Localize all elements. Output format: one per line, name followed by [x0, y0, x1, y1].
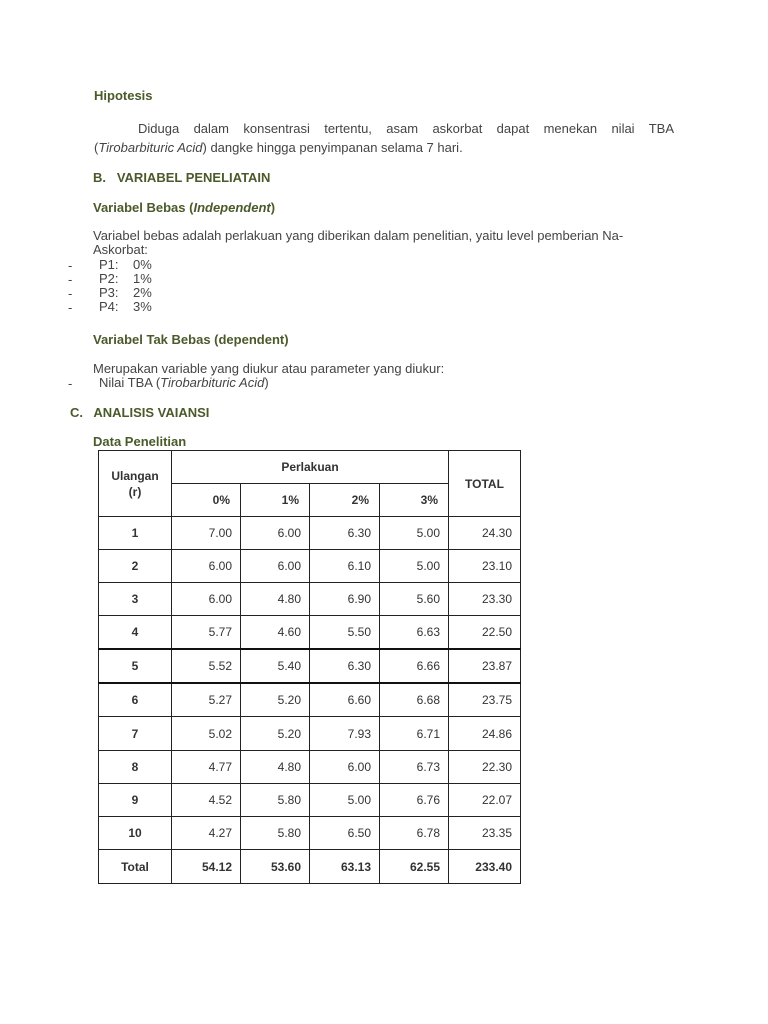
table-cell: 6.30 — [310, 649, 380, 683]
bullet-dash: - — [68, 300, 73, 315]
bebas-heading-italic: Independent — [193, 200, 271, 215]
row-label: 8 — [99, 751, 172, 784]
table-cell: 6.71 — [380, 717, 449, 751]
header-treatment: 2% — [310, 484, 380, 517]
table-row — [99, 550, 521, 583]
header-treatment: 3% — [380, 484, 449, 517]
table-cell: 5.00 — [380, 550, 449, 583]
table-cell: 5.00 — [380, 517, 449, 550]
table-total-row — [99, 850, 521, 884]
table-cell: 4.80 — [241, 583, 310, 616]
variabel-bebas-heading — [93, 200, 275, 215]
row-label: 2 — [99, 550, 172, 583]
row-label: 5 — [99, 649, 172, 683]
row-total: 23.10 — [449, 550, 521, 583]
row-total: 23.30 — [449, 583, 521, 616]
table-row — [99, 751, 521, 784]
tak-bebas-item — [68, 376, 468, 390]
table-row — [99, 717, 521, 751]
hipotesis-heading: Hipotesis — [94, 88, 153, 103]
table-cell: 5.20 — [241, 717, 310, 751]
table-cell: 4.52 — [172, 784, 241, 817]
total-cell: 53.60 — [241, 850, 310, 884]
total-row-label: Total — [99, 850, 172, 884]
bullet-dash: - — [68, 258, 73, 273]
table-cell: 7.93 — [310, 717, 380, 751]
level-code: P3: — [99, 285, 119, 300]
row-label: 10 — [99, 817, 172, 850]
table-cell: 4.27 — [172, 817, 241, 850]
table-cell: 6.00 — [310, 751, 380, 784]
table-cell: 6.00 — [172, 583, 241, 616]
table-cell: 5.80 — [241, 817, 310, 850]
bebas-text-line-2: Askorbat: — [93, 242, 148, 257]
header-treatment: 0% — [172, 484, 241, 517]
table-cell: 5.20 — [241, 683, 310, 717]
table-cell: 6.50 — [310, 817, 380, 850]
row-total: 24.30 — [449, 517, 521, 550]
table-cell: 5.40 — [241, 649, 310, 683]
table-row — [99, 784, 521, 817]
table-cell: 6.76 — [380, 784, 449, 817]
table-cell: 5.80 — [241, 784, 310, 817]
table-cell: 5.60 — [380, 583, 449, 616]
bebas-text-line-1: Variabel bebas adalah perlakuan yang diberikan dalam penelitian, yaitu level pemberian Na- — [93, 228, 624, 243]
header-total: TOTAL — [449, 451, 521, 517]
table-cell: 6.00 — [172, 550, 241, 583]
row-label: 3 — [99, 583, 172, 616]
row-label: 6 — [99, 683, 172, 717]
tba-italic: Tirobarbituric Acid — [98, 140, 203, 155]
paren-open: ( — [94, 140, 99, 155]
grand-total: 233.40 — [449, 850, 521, 884]
table-row — [99, 517, 521, 550]
row-label: 4 — [99, 616, 172, 650]
table-cell: 5.52 — [172, 649, 241, 683]
tak-bebas-item-pre: Nilai TBA ( — [99, 375, 161, 390]
table-cell: 6.73 — [380, 751, 449, 784]
level-code: P4: — [99, 299, 119, 314]
table-cell: 5.77 — [172, 616, 241, 650]
bebas-heading-pre: Variabel Bebas ( — [93, 200, 194, 215]
hipotesis-line-2-rest: ) dangke hingga penyimpanan selama 7 hari. — [202, 140, 463, 155]
table-cell: 5.50 — [310, 616, 380, 650]
hipotesis-line-2 — [94, 141, 463, 155]
level-value: 3% — [133, 299, 152, 314]
header-perlakuan: Perlakuan — [172, 451, 449, 484]
total-cell: 62.55 — [380, 850, 449, 884]
table-cell: 4.80 — [241, 751, 310, 784]
bullet-dash: - — [68, 272, 73, 287]
table-cell: 6.30 — [310, 517, 380, 550]
total-cell: 63.13 — [310, 850, 380, 884]
table-cell: 6.60 — [310, 683, 380, 717]
table-row — [99, 683, 521, 717]
table-row — [99, 583, 521, 616]
table-cell: 5.00 — [310, 784, 380, 817]
table-cell: 4.60 — [241, 616, 310, 650]
row-total: 22.30 — [449, 751, 521, 784]
row-total: 22.07 — [449, 784, 521, 817]
table-cell: 6.00 — [241, 550, 310, 583]
table-cell: 5.02 — [172, 717, 241, 751]
table-header-row — [99, 451, 521, 484]
level-value: 0% — [133, 257, 152, 272]
table-cell: 6.68 — [380, 683, 449, 717]
data-table — [98, 450, 521, 884]
bebas-heading-post: ) — [270, 200, 276, 215]
table-cell: 6.00 — [241, 517, 310, 550]
table-row — [99, 616, 521, 650]
table-row — [99, 649, 521, 683]
level-value: 2% — [133, 285, 152, 300]
data-penelitian-heading: Data Penelitian — [93, 434, 187, 449]
table-cell: 4.77 — [172, 751, 241, 784]
hipotesis-line-1: Diduga dalam konsentrasi tertentu, asam askorbat dapat menekan nilai TBA — [138, 121, 674, 136]
table-cell: 6.10 — [310, 550, 380, 583]
header-ulangan: Ulangan (r) — [99, 451, 172, 517]
table-cell: 7.00 — [172, 517, 241, 550]
row-label: 9 — [99, 784, 172, 817]
bullet-dash: - — [68, 376, 73, 391]
bullet-dash: - — [68, 286, 73, 301]
row-label: 7 — [99, 717, 172, 751]
level-code: P2: — [99, 271, 119, 286]
table-cell: 6.63 — [380, 616, 449, 650]
tak-bebas-item-post: ) — [264, 375, 269, 390]
row-total: 24.86 — [449, 717, 521, 751]
row-total: 23.75 — [449, 683, 521, 717]
header-treatment: 1% — [241, 484, 310, 517]
row-total: 22.50 — [449, 616, 521, 650]
row-total: 23.35 — [449, 817, 521, 850]
level-code: P1: — [99, 257, 119, 272]
row-label: 1 — [99, 517, 172, 550]
table-row — [99, 817, 521, 850]
variabel-tak-bebas-heading: Variabel Tak Bebas (dependent) — [93, 332, 289, 347]
tak-bebas-item-italic: Tirobarbituric Acid — [160, 375, 265, 390]
section-b-heading: B. VARIABEL PENELIATAIN — [93, 170, 271, 185]
table-cell: 6.78 — [380, 817, 449, 850]
table-cell: 5.27 — [172, 683, 241, 717]
section-c-heading: C. ANALISIS VAIANSI — [70, 405, 210, 420]
table-cell: 6.90 — [310, 583, 380, 616]
tak-bebas-text: Merupakan variable yang diukur atau parameter yang diukur: — [93, 361, 445, 376]
total-cell: 54.12 — [172, 850, 241, 884]
level-value: 1% — [133, 271, 152, 286]
table-cell: 6.66 — [380, 649, 449, 683]
tak-bebas-item-text — [99, 376, 269, 390]
row-total: 23.87 — [449, 649, 521, 683]
